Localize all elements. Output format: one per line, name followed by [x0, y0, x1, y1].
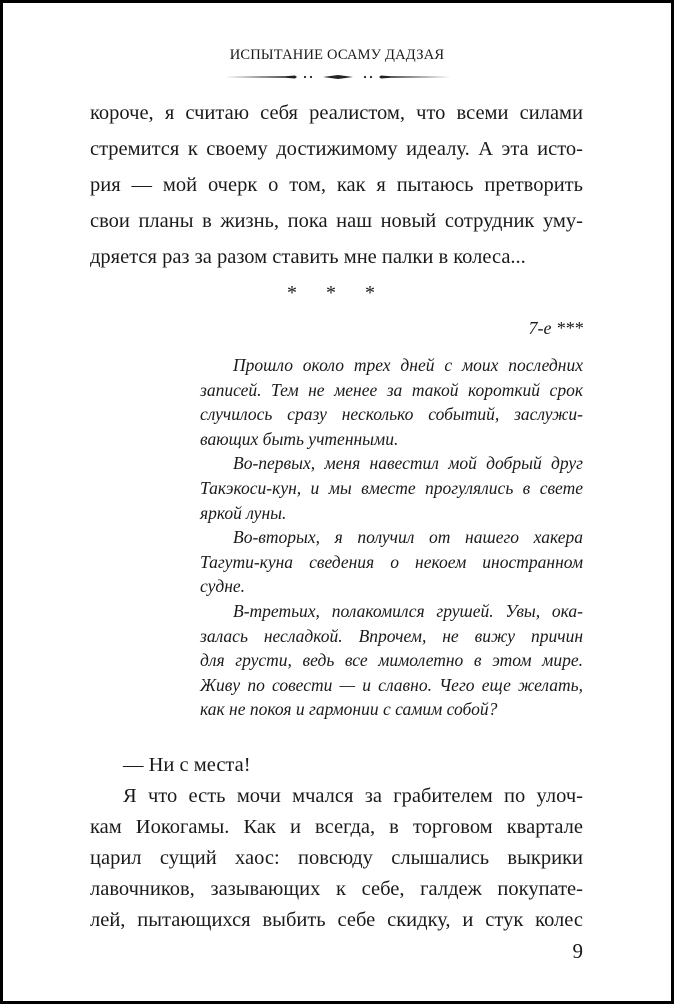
- text-line: лей, пытающихся выбить себе скидку, и стук колес: [90, 909, 583, 931]
- text-line: судне.: [200, 576, 246, 597]
- book-page: [3, 3, 671, 1001]
- text-line: записей. Тем не менее за такой короткий срок: [200, 379, 583, 400]
- section-separator: * * *: [287, 282, 387, 304]
- diary-date: 7-е ***: [528, 318, 583, 338]
- text-line: рия — мой очерк о том, как я пытаюсь претворить: [90, 174, 583, 196]
- text-line: Прошло около трех дней с моих последних: [233, 355, 583, 375]
- text-line: — Ни с места!: [123, 754, 251, 776]
- text-line: свои планы в жизнь, пока наш новый сотрудник уму-: [90, 210, 583, 232]
- text-line: залась несладкой. Впрочем, не вижу причин: [200, 625, 583, 646]
- text-line: кам Иокогамы. Как и всегда, в торговом квартале: [90, 816, 583, 838]
- text-line: лавочников, зазывающих к себе, галдеж покупате-: [90, 878, 583, 900]
- text-line: короче, я считаю себя реалистом, что всеми силами: [90, 102, 583, 124]
- text-line: стремится к своему достижимому идеалу. А эта исто-: [90, 138, 583, 160]
- text-line: дряется раз за разом ставить мне палки в колеса...: [90, 246, 526, 268]
- ornament-divider: [225, 72, 451, 82]
- page-number: 9: [572, 939, 583, 963]
- running-title: ИСПЫТАНИЕ ОСАМУ ДАДЗАЯ: [229, 47, 445, 63]
- diary-entry: [200, 353, 583, 722]
- text-line: Такэкоси-кун, и мы вместе прогулялись в свете: [200, 477, 583, 498]
- text-line: Я что есть мочи мчался за грабителем по улоч-: [123, 785, 583, 807]
- text-line: вающих быть учтенными.: [200, 428, 399, 449]
- text-line: Во-вторых, я получил от нашего хакера: [233, 527, 583, 548]
- text-line: Тагути-куна сведения о некоем иностранном: [200, 551, 583, 572]
- story-paragraph: [90, 750, 583, 936]
- text-line: Во-первых, меня навестил мой добрый друг: [233, 453, 583, 474]
- text-line: яркой луны.: [200, 502, 287, 523]
- text-line: для грусти, ведь все мимолетно в этом мире.: [200, 650, 583, 671]
- text-line: случилось сразу несколько событий, заслужи-: [200, 404, 583, 425]
- text-line: Живу по совести — и славно. Чего еще желать,: [200, 674, 583, 695]
- intro-paragraph: [90, 95, 583, 275]
- text-line: царил сущий хаос: повсюду слышались выкрики: [90, 847, 583, 869]
- text-line: как не покоя и гармонии с самим собой?: [200, 699, 498, 720]
- text-line: В-третьих, полакомился грушей. Увы, ока-: [233, 600, 583, 621]
